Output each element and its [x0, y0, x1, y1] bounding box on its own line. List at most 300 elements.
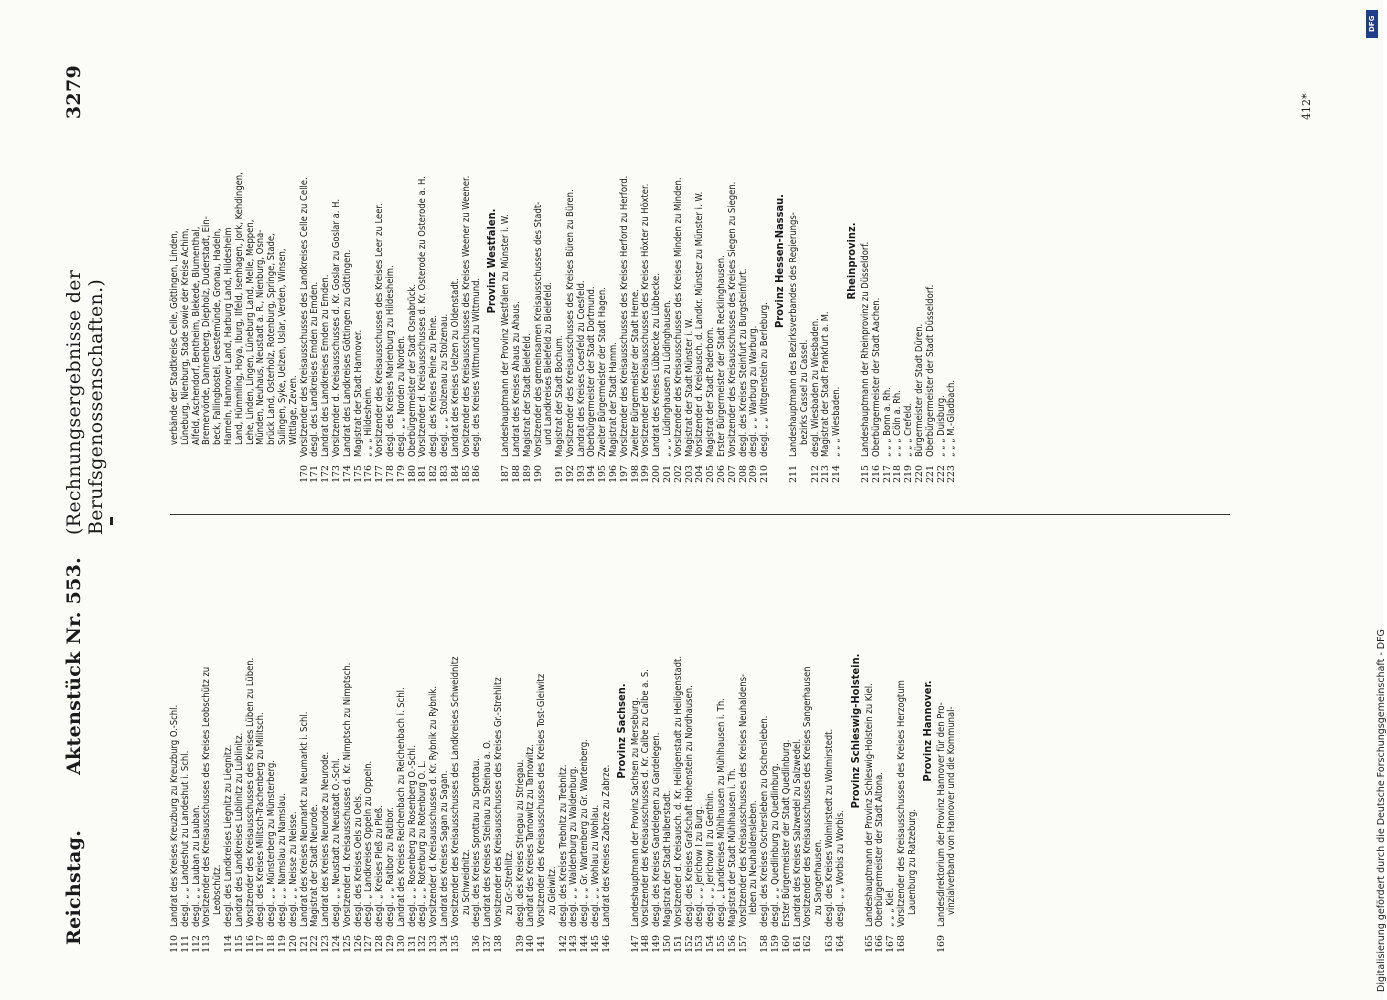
entry-number: 197 — [618, 465, 630, 483]
entry-number: 153 — [694, 935, 706, 953]
entry-text: desgl. des Kreises Striegau zu Striegau. — [514, 759, 526, 927]
entry-text: Magistrat der Stadt Halberstadt. — [662, 790, 674, 927]
entry-text: desgl. „ „ Neustadt zu Neustadt O.-Schl. — [330, 758, 342, 927]
section-heading — [485, 65, 499, 495]
entry-number: 127 — [363, 935, 375, 953]
dfg-logo-text: DFG — [1368, 15, 1376, 33]
list-item — [947, 535, 958, 965]
entry-text: Landrat des Kreises Lübbecke zu Lübbecke. — [651, 273, 663, 457]
entry-number: 164 — [834, 935, 846, 953]
entry-number: 136 — [471, 935, 483, 953]
side-note-text: Digitalisierung gefördert durch die Deutsche Forschungsgemeinschaft - DFG — [1376, 629, 1387, 992]
entry-number: 190 — [532, 465, 544, 483]
entry-text: Vorsitzender des Kreisausschusses des Kreises Gr.-Strehlitz — [492, 677, 504, 927]
entry-number: 154 — [705, 935, 717, 953]
right-column — [170, 65, 1230, 495]
entry-text: desgl. des Kreises Sprottau zu Sprottau. — [471, 758, 483, 927]
entry-number: 221 — [924, 465, 936, 483]
entry-number: 217 — [881, 465, 893, 483]
entry-text: desgl. des Kreises Wittmund zu Wittmund. — [471, 277, 483, 457]
list-item — [343, 65, 354, 495]
entry-number: 177 — [374, 465, 386, 483]
entry-text: „ „ „ Wiesbaden. — [831, 386, 843, 457]
entry-number: 206 — [716, 465, 728, 483]
entry-number: 150 — [662, 935, 674, 953]
entry-number: 119 — [276, 935, 288, 953]
entry-number: 188 — [510, 465, 522, 483]
entry-number: 208 — [737, 465, 749, 483]
entry-text: Oberbürgermeister der Stadt Altona. — [874, 772, 886, 927]
entry-number: 171 — [309, 465, 321, 483]
entry-number: 213 — [820, 465, 832, 483]
entry-text: leben zu Neuhaldensleben. — [748, 800, 760, 915]
entry-text: Erster Bürgermeister der Stadt Quedlinburg. — [780, 739, 792, 927]
entry-text: verbände der Stadtkreise Celle, Göttingen, Linden, — [169, 230, 180, 445]
section-heading — [921, 535, 935, 965]
list-item — [800, 65, 811, 495]
entry-text: Vorsitzender des Kreisausschusses des Kreises Leer zu Leer. — [374, 203, 386, 457]
entry-text: Oberbürgermeister der Stadt Dortmund. — [586, 286, 598, 457]
list-item — [926, 65, 937, 495]
entry-text: Vorsitzender des Kreisausschusses des Kreises Herzogtum — [896, 680, 907, 927]
entry-number: 158 — [759, 935, 771, 953]
entry-number: 185 — [460, 465, 472, 483]
entry-number: 192 — [564, 465, 576, 483]
entry-number: 146 — [600, 935, 612, 953]
entry-text: desgl. des Kreises Marienburg zu Hildesheim. — [384, 265, 396, 457]
entry-number: 211 — [788, 465, 800, 483]
list-item — [836, 535, 847, 965]
entry-text: Bremervörde, Dannenberg, Diepholz, Duderstadt, Ein- — [201, 216, 213, 445]
entry-text: Leobschütz. — [212, 864, 224, 915]
entry-number: 194 — [586, 465, 598, 483]
entry-number: 203 — [683, 465, 695, 483]
list-item — [235, 535, 246, 965]
list-item — [397, 65, 408, 495]
entry-text: Vorsitzender d. Kreisausch. d. Kr. Heiligenstadt zu Heiligenstadt. — [672, 655, 684, 927]
entry-number: 209 — [748, 465, 760, 483]
section-heading-text: Provinz Sachsen. — [614, 683, 628, 779]
entry-text: zu Gleiwitz. — [546, 866, 558, 915]
entry-text: Landrat des Kreises Steinau zu Steinau a. O. — [482, 739, 494, 927]
entry-text: desgl. „ „ Lauban zu Lauban. — [190, 804, 202, 927]
entry-number: 159 — [770, 935, 782, 953]
entry-text: Vorsitzender des Kreisausschusses des Kreises Neuhaldens- — [737, 673, 749, 927]
entry-text: desgl. des Kreises Militsch-Trachenberg zu Militsch. — [255, 712, 267, 927]
entry-text: „ „ „ Cöln a. Rh. — [892, 390, 904, 457]
list-item — [602, 535, 613, 965]
entry-text: Vorsitzender des Kreisausschusses des Kreises Lüben zu Lüben. — [244, 657, 256, 927]
entry-number: 142 — [557, 935, 569, 953]
entry-number: 172 — [320, 465, 332, 483]
entry-number: 128 — [374, 935, 386, 953]
entry-text: desgl. „ „ Rotenburg zu Rotenburg O. L. — [417, 760, 429, 927]
entry-number: 184 — [449, 465, 461, 483]
entry-text: Vorsitzender des Kreisausschusses des Kreises Minden zu Minden. — [672, 177, 684, 457]
entry-text: Oberbürgermeister der Stadt Aachen. — [870, 297, 882, 457]
entry-text: Landrat des Kreises Salzwedel zu Salzwedel. — [791, 738, 803, 927]
entry-number: 207 — [726, 465, 738, 483]
entry-number: 139 — [514, 935, 526, 953]
list-item — [782, 535, 793, 965]
entry-number: 200 — [651, 465, 663, 483]
entry-number: 199 — [640, 465, 652, 483]
entry-text: zu Schweidnitz. — [460, 849, 472, 915]
entry-text: Vorsitzender des Kreisausschusses des Landkreises Schweidnitz — [449, 656, 461, 927]
entry-text: Oberbürgermeister der Stadt Düsseldorf. — [924, 284, 936, 457]
entry-text: Lüneburg, Nienburg, Stade sowie der Kreise Achim, — [179, 228, 191, 445]
entry-text: desgl. Wiesbaden zu Wiesbaden. — [809, 318, 821, 457]
list-item — [289, 535, 300, 965]
header-center: Aktenstück Nr. 553. — [63, 556, 85, 775]
entry-text: Landeshauptmann des Bezirksverbandes des Regierungs- — [788, 212, 800, 457]
entry-number: 173 — [330, 465, 342, 483]
entry-number: 135 — [449, 935, 461, 953]
entry-number: 169 — [935, 935, 947, 953]
entry-text: zu Sangerhausen. — [813, 839, 825, 915]
entry-number: 137 — [482, 935, 494, 953]
entry-number: 111 — [179, 935, 191, 953]
entry-text: desgl. „ „ Rosenberg zu Rosenberg O.-Schl. — [406, 745, 418, 927]
entry-text: desgl. „ „ Namslau zu Namslau. — [276, 793, 288, 927]
list-item — [451, 535, 462, 965]
entry-text: Vorsitzender d. Kreisausschusses d. Kr. Osterode zu Osterode a. H. — [417, 176, 429, 457]
section-heading — [845, 65, 859, 495]
entry-number: 162 — [802, 935, 814, 953]
entry-text: Wittlage, Zeven. — [287, 375, 299, 445]
entry-number: 156 — [726, 935, 738, 953]
list-item — [181, 65, 192, 495]
entry-number: 121 — [298, 935, 310, 953]
entry-text: Landrat des Kreises Uelzen zu Oldenstadt. — [449, 278, 461, 457]
list-item — [235, 65, 246, 495]
list-item — [523, 65, 534, 495]
entry-text: Landrat des Kreises Kreuzburg zu Kreuzburg O.-Schl. — [169, 704, 180, 927]
entry-text: „ „ „ Bonn a. Rh. — [881, 387, 893, 457]
entry-text: desgl. „ „ Münsterberg zu Münsterberg. — [266, 760, 278, 927]
entry-number: 219 — [903, 465, 915, 483]
entry-number: 143 — [568, 935, 580, 953]
entry-number: 179 — [395, 465, 407, 483]
entry-text: Lehe, Linden, Lingen, Lüneburg Land, Melle, Meppen, — [244, 219, 256, 445]
entry-text: desgl. „ Landkreises Oppeln zu Oppeln. — [363, 760, 375, 927]
section-heading — [773, 65, 787, 495]
entry-number: 157 — [737, 935, 749, 953]
entry-text: Vorsitzender d. Kreisausch. d. Landkr. Münster zu Münster i. W. — [694, 191, 706, 457]
entry-number: 115 — [233, 935, 245, 953]
entry-number: 123 — [320, 935, 332, 953]
entry-text: Landrat des Kreises Reichenbach zu Reichenbach i. Schl. — [395, 687, 407, 927]
header-title: (Rechnungsergebnisse der Berufsgenossenschaften.) — [63, 269, 107, 535]
entry-text: „ „ „ Duisburg. — [935, 395, 947, 457]
entry-number: 124 — [330, 935, 342, 953]
entry-text: Vorsitzender d. Kreisausschusses d. Kr. Rybnik zu Rybnik. — [428, 685, 440, 927]
entry-number: 140 — [525, 935, 537, 953]
entry-text: Magistrat der Stadt Münster i. W. — [683, 318, 695, 457]
entry-text: Landrat des Kreises Ahaus zu Ahaus. — [510, 301, 522, 457]
entry-number: 222 — [935, 465, 947, 483]
entry-number: 223 — [946, 465, 958, 483]
entry-text: Zweiter Bürgermeister der Stadt Hagen. — [597, 287, 609, 457]
entry-text: desgl. „ „ Jerichow II zu Genthin. — [705, 790, 717, 927]
entry-number: 215 — [860, 465, 872, 483]
entry-number: 220 — [914, 465, 925, 483]
list-item — [908, 535, 919, 965]
entry-text: Landrat des Landkreises Göttingen zu Göttingen. — [341, 249, 353, 457]
entry-text: desgl. „ „ Wohlau zu Wohlau. — [590, 804, 602, 927]
entry-number: 144 — [579, 935, 591, 953]
entry-text: Sulingen, Syke, Uelzen, Uslar, Verden, Winsen, — [276, 248, 288, 445]
entry-number: 196 — [608, 465, 620, 483]
entry-number: 191 — [554, 465, 566, 483]
entry-text: Vorsitzender des gemeinsamen Kreisausschusses des Stadt- — [532, 201, 544, 457]
entry-number: 214 — [831, 465, 843, 483]
section-heading — [849, 535, 863, 965]
entry-number: 147 — [629, 935, 641, 953]
entry-text: brück Land, Osterholz, Rotenburg, Springe, Stade, — [266, 233, 278, 445]
entry-text: desgl. des Kreises Trebnitz zu Trebnitz. — [557, 764, 569, 927]
entry-text: desgl. des Kreises Gardelegen zu Gardelegen. — [651, 732, 663, 927]
entry-text: Land, Hümmling, Hoya, Iburg, Ilfeld, Isenhagen, Jork, Kehdingen, — [233, 172, 245, 445]
entry-number: 182 — [428, 465, 440, 483]
entry-text: Landrat des Kreises Tarnowitz zu Tarnowitz. — [525, 744, 537, 927]
list-item — [181, 535, 192, 965]
entry-text: desgl. des Landkreises Liegnitz zu Liegnitz. — [222, 744, 234, 927]
entry-number: 176 — [363, 465, 375, 483]
entry-number: 113 — [201, 935, 213, 953]
entry-text: Münden, Neuhaus, Neustadt a. R., Nienburg, Osna- — [255, 229, 267, 445]
entry-text: Vorsitzender des Kreisausschusses des Kreises Siegen zu Siegen. — [726, 181, 738, 457]
entry-text: Vorsitzender des Kreisausschusses des Kreises Weener zu Weener. — [460, 175, 472, 457]
entry-text: Vorsitzender des Kreisausschusses des Kreises Leobschütz zu — [201, 666, 213, 927]
entry-text: Magistrat der Stadt Hannover. — [352, 329, 364, 457]
header-ornament — [110, 517, 113, 525]
entry-text: desgl. „ „ Worbis zu Worbis. — [834, 810, 846, 927]
entry-text: desgl. „ „ Neisse zu Neisse. — [287, 811, 299, 927]
entry-number: 202 — [672, 465, 684, 483]
entry-text: Alfeld, Aschendorf, Bentheim, Blekede, Blumenthal, — [190, 226, 202, 445]
entry-number: 189 — [521, 465, 533, 483]
entry-text: zu Gr.-Strehlitz. — [503, 850, 515, 915]
entry-number: 118 — [266, 935, 278, 953]
entry-number: 218 — [892, 465, 904, 483]
list-item — [343, 535, 354, 965]
entry-number: 201 — [662, 465, 674, 483]
entry-text: „ „ „ M.-Gladbach. — [946, 379, 958, 457]
entry-text: Zweiter Bürgermeister der Stadt Herne. — [629, 289, 641, 457]
list-item — [397, 535, 408, 965]
side-note — [1364, 12, 1387, 992]
entry-text: desgl. des Kreises Peine zu Peine. — [428, 314, 440, 457]
entry-text: Oberbürgermeister der Stadt Osnabrück. — [406, 283, 418, 457]
entry-number: 160 — [780, 935, 792, 953]
list-item — [947, 65, 958, 495]
entry-text: Landeshauptmann der Provinz Schleswig-Holstein zu Kiel. — [863, 683, 875, 927]
entry-number: 178 — [384, 465, 396, 483]
entry-text: und Landkreises Bielefeld zu Bielefeld. — [543, 282, 555, 445]
entry-number: 165 — [863, 935, 875, 953]
entry-text: desgl. „ „ Wittgenstein zu Berleburg. — [759, 302, 771, 457]
entry-text: Vorsitzender des Kreisausschusses d. Kr. Calbe zu Calbe a. S. — [640, 669, 652, 927]
entry-text: desgl. „ „ Ratibor zu Ratibor. — [384, 807, 396, 927]
entry-number: 193 — [575, 465, 587, 483]
entry-number: 112 — [190, 935, 202, 953]
entry-number: 138 — [492, 935, 504, 953]
entry-text: desgl. des Landkreises Emden zu Emden. — [309, 281, 321, 457]
footer-mark: 412* — [1300, 93, 1313, 120]
entry-number: 170 — [298, 465, 310, 483]
entry-number: 181 — [417, 465, 429, 483]
list-item — [289, 65, 300, 495]
section-heading-text: Provinz Westfalen. — [485, 208, 499, 314]
entry-text: „ „ „ Hildesheim. — [363, 386, 375, 457]
entry-text: desgl. „ Landkreises Mühlhausen zu Mühlhausen i. Th. — [716, 698, 728, 927]
entry-number: 210 — [759, 465, 771, 483]
entry-text: desgl. „ „ Norden zu Norden. — [395, 335, 407, 457]
section-heading-text: Provinz Hessen-Nassau. — [773, 194, 787, 328]
entry-text: desgl. „ „ Warburg zu Warburg. — [748, 325, 760, 457]
entry-number: 205 — [705, 465, 717, 483]
entry-number: 117 — [255, 935, 267, 953]
entry-text: Magistrat der Stadt Neurode. — [309, 804, 321, 927]
running-header — [55, 65, 107, 945]
entry-text: Landrat des Landkreises Emden zu Emden. — [320, 274, 332, 457]
entry-number: 120 — [287, 935, 299, 953]
entry-text: Magistrat der Stadt Mühlhausen i. Th. — [726, 768, 738, 927]
entry-number: 132 — [417, 935, 429, 953]
page-number: 3279 — [63, 65, 85, 120]
entry-number: 186 — [471, 465, 483, 483]
entry-number: 155 — [716, 935, 728, 953]
entry-number: 110 — [169, 935, 180, 953]
entry-number: 152 — [683, 935, 695, 953]
entry-text: desgl. des Kreises Wolmirstedt zu Wolmirstedt. — [824, 728, 836, 927]
entry-text: desgl. des Kreises Oels zu Oels. — [352, 793, 364, 927]
entry-text: „ „ „ Lüdinghausen zu Lüdinghausen. — [662, 299, 674, 457]
entry-number: 145 — [590, 935, 602, 953]
entry-text: Magistrat der Stadt Hamm. — [608, 342, 620, 457]
entry-text: Vorsitzender des Kreisausschusses des Kreises Büren zu Büren. — [564, 189, 576, 457]
entry-number: 141 — [536, 935, 548, 953]
entry-text: Landrat des Landkreises Lublinitz zu Lublinitz. — [233, 732, 245, 927]
entry-number: 131 — [406, 935, 418, 953]
entry-text: Vorsitzender d. Kreisausschusses d. Kr. Nimptsch zu Nimptsch. — [341, 662, 353, 927]
entry-number: 114 — [222, 935, 234, 953]
entry-number: 216 — [870, 465, 882, 483]
entry-text: „ „ „ Crefeld. — [903, 402, 915, 457]
entry-number: 125 — [341, 935, 353, 953]
entry-text: desgl. des Kreises Grafschaft Hohenstein zu Nordhausen. — [683, 685, 695, 927]
section-heading-text: Rheinprovinz. — [845, 222, 859, 300]
entry-text: desgl. „ Kreises Pleß zu Pleß. — [374, 805, 386, 927]
entry-text: desgl. „ „ Quedlinburg zu Quedlinburg. — [770, 763, 782, 927]
entry-text: desgl. „ „ Landeshut zu Landeshut i. Schl. — [179, 750, 191, 927]
entry-number: 175 — [352, 465, 364, 483]
entry-number: 163 — [824, 935, 836, 953]
section-heading — [615, 535, 629, 965]
list-item — [832, 65, 843, 495]
entry-number: 130 — [395, 935, 407, 953]
entry-text: desgl. des Kreises Oschersleben zu Oschersleben. — [759, 715, 771, 927]
list-item — [872, 65, 883, 495]
entry-text: Vorsitzender des Kreisausschusses des Kreises Tost-Gleiwitz — [536, 673, 548, 927]
entry-number: 187 — [500, 465, 512, 483]
entry-number: 167 — [885, 935, 897, 953]
entry-number: 133 — [428, 935, 440, 953]
entry-text: Landrat des Kreises Neurode zu Neurode. — [320, 751, 332, 927]
entry-text: beck, Fallingbostel, Geestemünde, Gronau, Hadeln, — [212, 228, 224, 445]
entry-text: Landesdirektorium der Provinz Hannover für den Pro- — [935, 702, 947, 927]
entry-text: Bürgermeister der Stadt Düren. — [914, 323, 925, 457]
entry-text: Landrat des Kreises Coesfeld zu Coesfeld. — [575, 280, 587, 457]
entry-text: bezirks Cassel zu Cassel. — [798, 339, 810, 445]
entry-number: 129 — [384, 935, 396, 953]
entry-number: 122 — [309, 935, 321, 953]
entry-text: desgl. „ „ Waldenburg zu Waldenburg. — [568, 766, 580, 927]
entry-text: Landrat des Kreises Zabrze zu Zabrze. — [600, 764, 612, 927]
entry-text: „ „ „ Kiel. — [885, 887, 897, 927]
list-item — [505, 535, 516, 965]
entry-number: 174 — [341, 465, 353, 483]
entry-text: Erster Bürgermeister der Stadt Recklinghausen. — [716, 255, 728, 457]
list-item — [760, 65, 771, 495]
entry-text: desgl. des Kreises Steinfurt zu Burgsteinfurt. — [737, 268, 749, 457]
entry-text: desgl. „ „ Jerichow I zu Burg. — [694, 806, 706, 927]
entry-number: 151 — [672, 935, 684, 953]
entry-number: 212 — [809, 465, 821, 483]
entry-text: Landrat des Kreises Sagan zu Sagan. — [438, 770, 450, 927]
entry-text: desgl. „ „ Gr. Wartenberg zu Gr. Wartenberg. — [579, 739, 591, 927]
header-left: Reichstag. — [63, 829, 85, 945]
entry-number: 183 — [438, 465, 450, 483]
entry-number: 195 — [597, 465, 609, 483]
list-item — [472, 65, 483, 495]
entry-text: Landeshauptmann der Rheinprovinz zu Düsseldorf. — [860, 241, 872, 457]
entry-number: 116 — [244, 935, 256, 953]
left-column — [170, 535, 1230, 965]
section-heading-text: Provinz Schleswig-Holstein. — [848, 653, 862, 809]
entry-text: Magistrat der Stadt Bochum. — [554, 335, 566, 457]
entry-text: Vorsitzender des Kreisausschusses des Kreises Herford zu Herford. — [618, 175, 630, 457]
entry-number: 198 — [629, 465, 641, 483]
entry-text: desgl. „ „ Stolzenau zu Stolzenau. — [438, 313, 450, 457]
entry-text: Landeshauptmann der Provinz Westfalen zu Münster i. W. — [500, 214, 512, 457]
section-heading-text: Provinz Hannover. — [920, 680, 934, 782]
entry-number: 134 — [438, 935, 450, 953]
entry-text: vinzialverband von Hannover und die Kommunal- — [946, 706, 958, 915]
entry-text: Vorsitzender des Kreisausschusses des Kreises Höxter zu Höxter. — [640, 183, 652, 457]
entry-text: Vorsitzender des Kreisausschusses des Kreises Sangerhausen — [802, 666, 814, 927]
entry-number: 166 — [874, 935, 886, 953]
entry-text: Hameln, Hannover Land, Harburg Land, Hildesheim — [222, 227, 234, 445]
entry-number: 180 — [406, 465, 418, 483]
entry-text: Magistrat der Stadt Paderborn. — [705, 326, 717, 457]
list-item — [451, 65, 462, 495]
entry-text: Magistrat der Stadt Frankfurt a. M. — [820, 311, 832, 457]
entry-number: 149 — [651, 935, 663, 953]
column-divider — [170, 514, 1230, 515]
entry-number: 161 — [791, 935, 803, 953]
entry-text: Landrat des Kreises Neumarkt zu Neumarkt i. Schl. — [298, 711, 310, 927]
entry-text: Vorsitzender des Kreisausschusses des Landkreises Celle zu Celle. — [298, 177, 310, 457]
entry-number: 168 — [896, 935, 907, 953]
entry-text: Lauenburg zu Ratzeburg. — [906, 808, 918, 915]
entry-text: Vorsitzender d. Kreisausschusses d. Kr. Goslar zu Goslar a. H. — [330, 198, 342, 457]
entry-number: 126 — [352, 935, 364, 953]
entry-number: 148 — [640, 935, 652, 953]
entry-number: 204 — [694, 465, 706, 483]
entry-text: Magistrat der Stadt Bielefeld. — [521, 333, 533, 457]
